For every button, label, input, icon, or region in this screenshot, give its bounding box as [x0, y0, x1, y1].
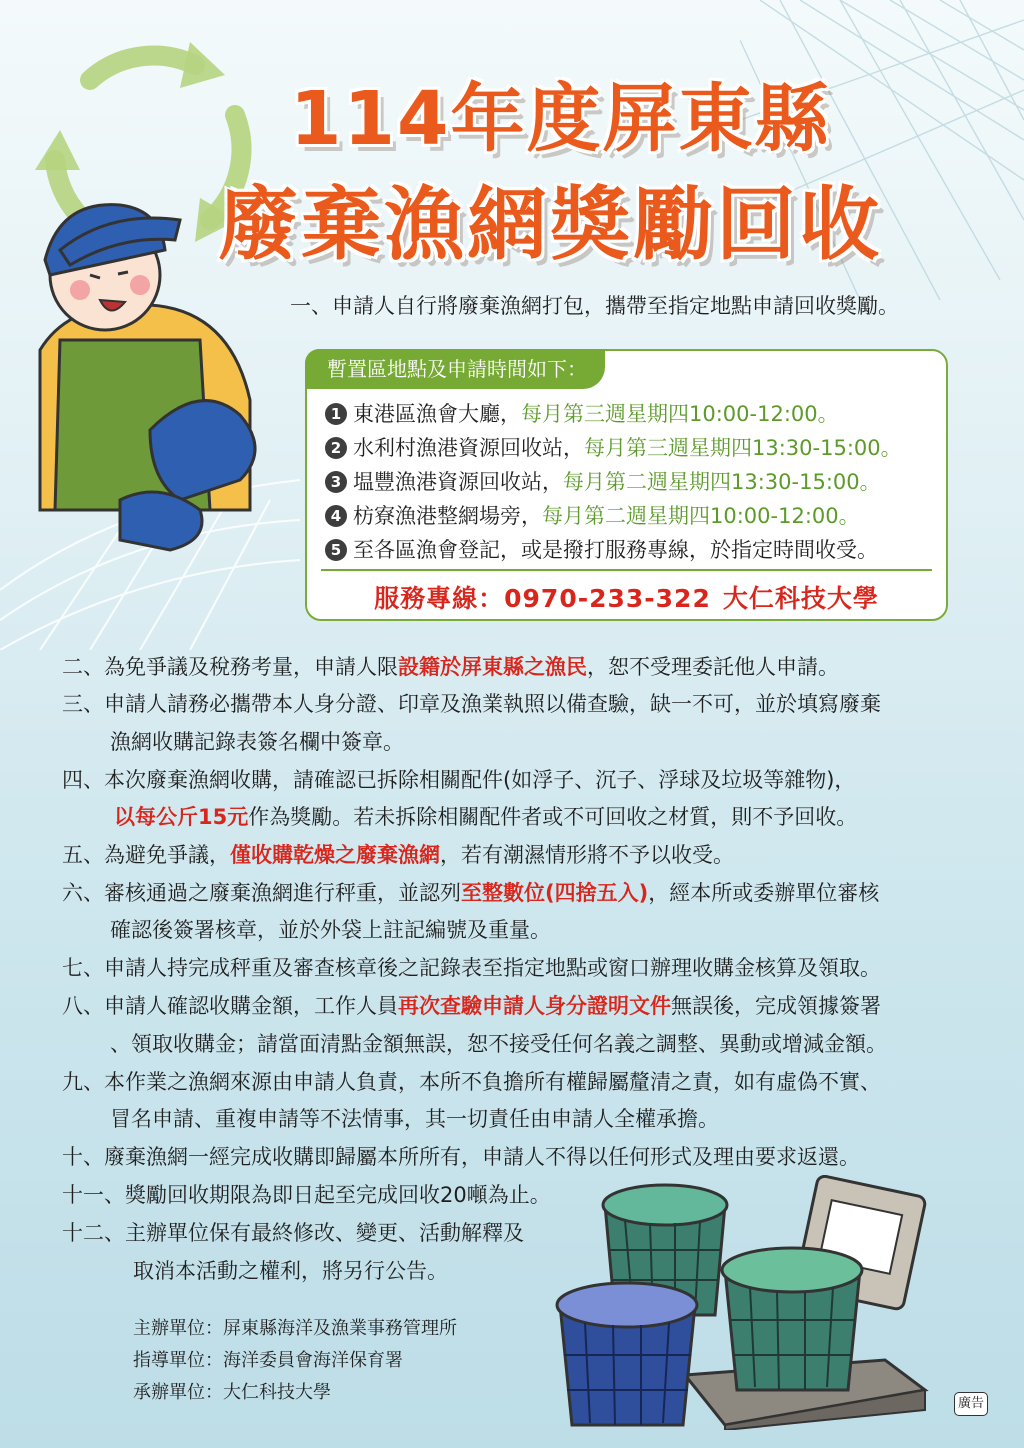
- hotline-number: 服務專線：0970-233-322: [374, 584, 711, 613]
- location-place: 至各區漁會登記，或是撥打服務專線，於指定時間收受。: [353, 538, 878, 562]
- organizer-contractor: 承辦單位：大仁科技大學: [133, 1382, 331, 1403]
- location-row: [325, 500, 860, 530]
- rule-text: 六、審核通過之廢棄漁網進行秤重，並認列: [62, 881, 461, 905]
- rule-text: 作為獎勵。若未拆除相關配件者或不可回收之材質，則不予回收。: [248, 805, 858, 829]
- location-row: [325, 398, 839, 428]
- rule-highlight: 設籍於屏東縣之漁民: [398, 655, 587, 679]
- rule-6-cont: 確認後簽署核章，並於外袋上註記編號及重量。: [110, 918, 551, 942]
- location-row: [325, 534, 878, 564]
- rule-11: 十一、獎勵回收期限為即日起至完成回收20噸為止。: [62, 1183, 551, 1207]
- rule-highlight: 僅收購乾燥之廢棄漁網: [230, 843, 440, 867]
- rule-10: 十、廢棄漁網一經完成收購即歸屬本所所有，申請人不得以任何形式及理由要求返還。: [62, 1145, 860, 1169]
- locations-box: [305, 349, 948, 621]
- rule-5: [62, 839, 734, 869]
- number-4-icon: 4: [325, 505, 347, 527]
- location-place: 枋寮漁港整網場旁，: [353, 504, 542, 528]
- location-place: 塭豐漁港資源回收站，: [353, 470, 563, 494]
- location-time: 每月第三週星期四13:30-15:00。: [584, 436, 902, 460]
- number-5-icon: 5: [325, 539, 347, 561]
- location-time: 每月第三週星期四10:00-12:00。: [521, 402, 839, 426]
- number-1-icon: 1: [325, 403, 347, 425]
- rule-9-cont: 冒名申請、重複申請等不法情事，其一切責任由申請人全權承擔。: [110, 1107, 719, 1131]
- rule-highlight: 至整數位(四捨五入): [461, 881, 649, 905]
- rule-text: 五、為避免爭議，: [62, 843, 230, 867]
- rule-6: [62, 877, 879, 907]
- box-divider: [321, 569, 932, 571]
- baskets-scale-illustration: [555, 1175, 945, 1430]
- rule-text: 八、申請人確認收購金額，工作人員: [62, 994, 398, 1018]
- title-line-2: 廢棄漁網獎勵回收: [218, 178, 882, 271]
- advertisement-badge: 廣告: [954, 1392, 988, 1416]
- rule-highlight: 以每公斤15元: [114, 805, 249, 829]
- rule-4-cont: [114, 801, 857, 831]
- rule-4: 四、本次廢棄漁網收購，請確認已拆除相關配件(如浮子、沉子、浮球及垃圾等雜物)，: [62, 768, 856, 792]
- rule-8: [62, 990, 881, 1020]
- rule-2: [62, 651, 839, 681]
- title-line-1: 114年度屏東縣: [290, 76, 831, 162]
- number-2-icon: 2: [325, 437, 347, 459]
- location-row: [325, 432, 902, 462]
- rule-12-cont: 取消本活動之權利，將另行公告。: [133, 1259, 448, 1283]
- rule-text: 二、為免爭議及稅務考量，申請人限: [62, 655, 398, 679]
- rule-7: 七、申請人持完成秤重及審查核章後之記錄表至指定地點或窗口辦理收購金核算及領取。: [62, 956, 881, 980]
- location-time: 每月第二週星期四13:30-15:00。: [563, 470, 881, 494]
- rule-8-cont: 、領取收購金；請當面清點金額無誤，恕不接受任何名義之調整、異動或增減金額。: [110, 1032, 887, 1056]
- hotline-org: 大仁科技大學: [722, 584, 879, 613]
- rule-9: 九、本作業之漁網來源由申請人負責，本所不負擔所有權歸屬釐清之責，如有虛偽不實、: [62, 1070, 881, 1094]
- rule-3-cont: 漁網收購記錄表簽名欄中簽章。: [110, 730, 404, 754]
- location-time: 每月第二週星期四10:00-12:00。: [542, 504, 860, 528]
- rule-3: 三、申請人請務必攜帶本人身分證、印章及漁業執照以備查驗，缺一不可，並於填寫廢棄: [62, 692, 881, 716]
- rule-12: 十二、主辦單位保有最終修改、變更、活動解釋及: [62, 1221, 524, 1245]
- locations-box-header: 暫置區地點及申請時間如下：: [305, 349, 605, 389]
- location-row: [325, 466, 881, 496]
- location-place: 水利村漁港資源回收站，: [353, 436, 584, 460]
- rule-1: 一、申請人自行將廢棄漁網打包，攜帶至指定地點申請回收獎勵。: [290, 294, 899, 318]
- rule-highlight: 再次查驗申請人身分證明文件: [398, 994, 671, 1018]
- service-hotline: [307, 579, 946, 615]
- rule-text: ，經本所或委辦單位審核: [648, 881, 880, 905]
- rule-text: 無誤後，完成領據簽署: [671, 994, 881, 1018]
- rule-text: ，恕不受理委託他人申請。: [587, 655, 839, 679]
- organizer-host: 主辦單位：屏東縣海洋及漁業事務管理所: [133, 1318, 457, 1339]
- organizer-guide: 指導單位：海洋委員會海洋保育署: [133, 1350, 403, 1371]
- location-place: 東港區漁會大廳，: [353, 402, 521, 426]
- rule-text: ，若有潮濕情形將不予以收受。: [440, 843, 734, 867]
- number-3-icon: 3: [325, 471, 347, 493]
